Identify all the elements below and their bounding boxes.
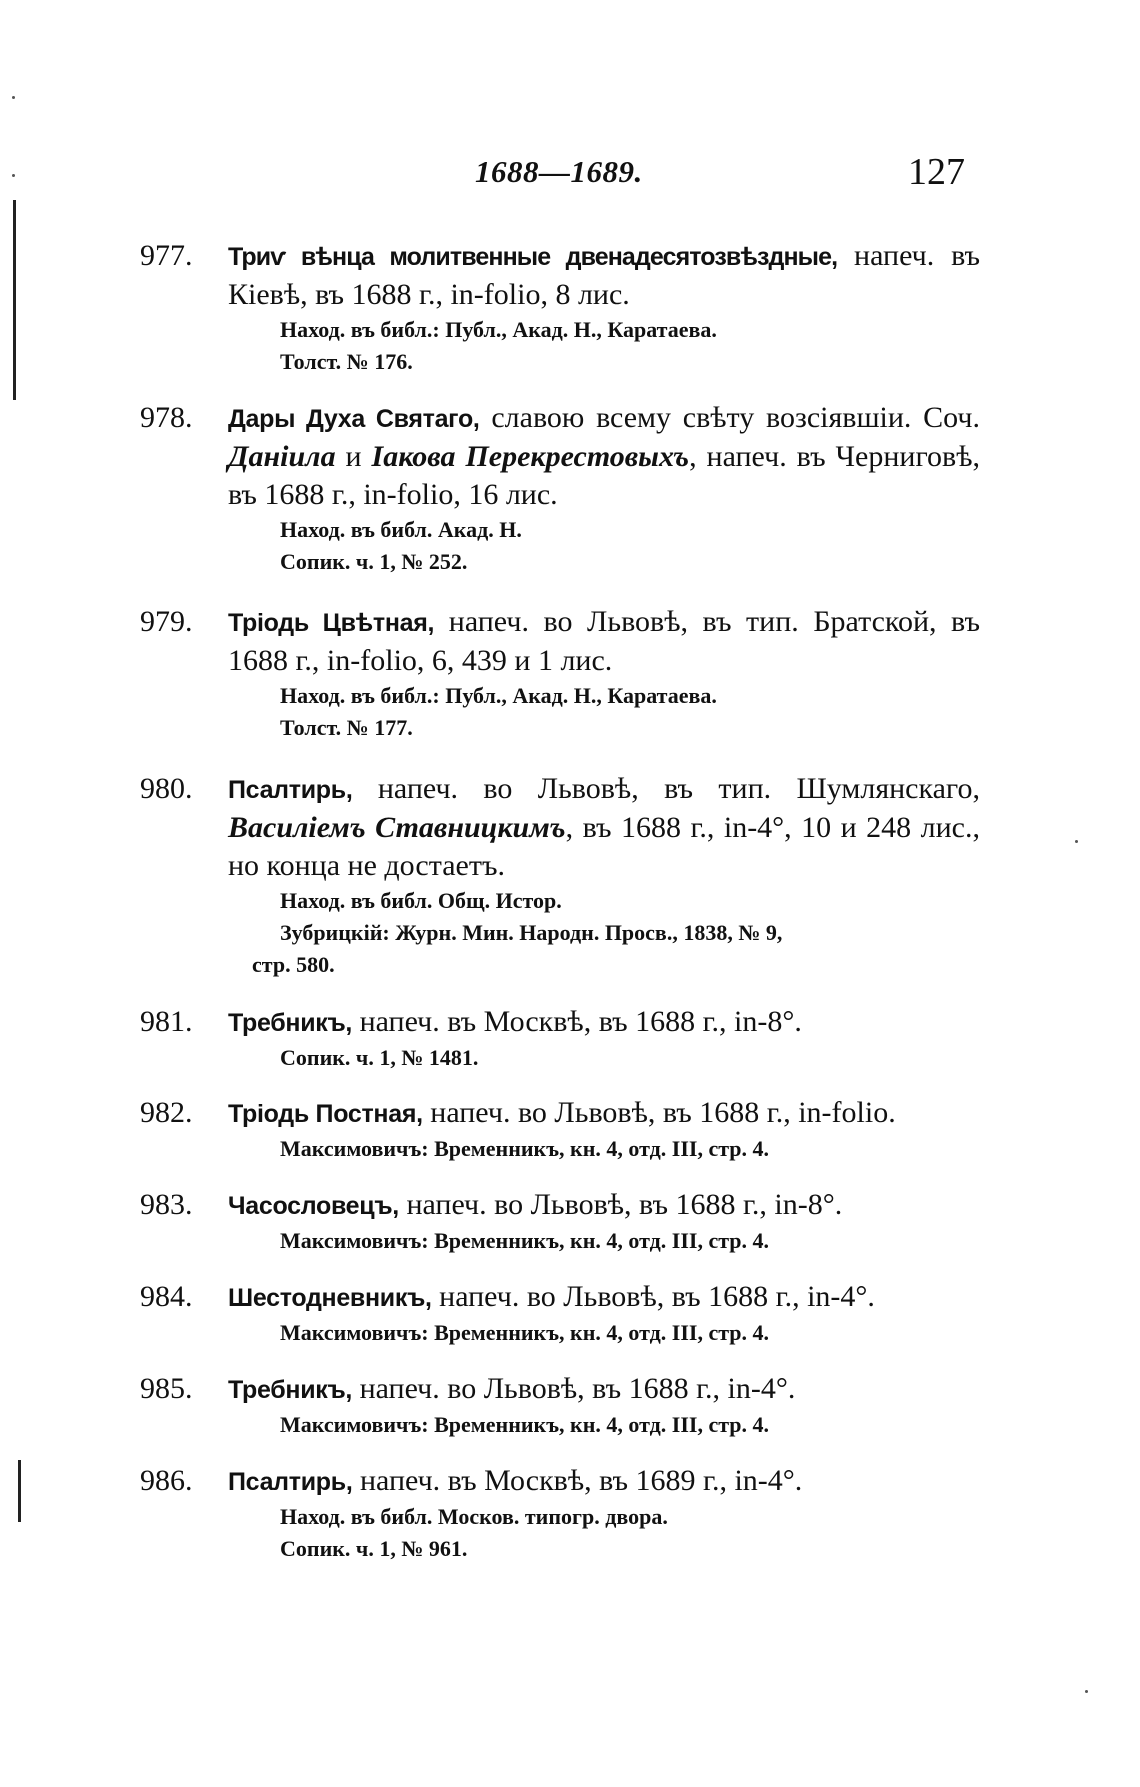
entry-description: , въ 1688 г., in-4°, 10 и 248 лис., но конца не достаетъ. bbox=[228, 811, 980, 882]
entry-description: напеч. во Львовѣ, въ 1688 г., in-folio. bbox=[422, 1096, 896, 1129]
entry-body bbox=[228, 1094, 980, 1165]
entry-notes bbox=[280, 1225, 980, 1257]
entry-notes bbox=[280, 1501, 980, 1565]
entry-body bbox=[228, 1370, 980, 1441]
entry-body bbox=[228, 770, 980, 981]
entry-title: Псалтирь, bbox=[228, 776, 353, 804]
entry-notes bbox=[252, 885, 980, 981]
entry-title: Требникъ, bbox=[228, 1376, 353, 1404]
note-line: Сопик. ч. 1, № 961. bbox=[280, 1536, 468, 1561]
entry-body bbox=[228, 1462, 980, 1565]
entry-number: 977. bbox=[140, 239, 193, 272]
entry-description: напеч. во Львовѣ, въ тип. Шумлянскаго, bbox=[352, 772, 980, 805]
entry-title: Требникъ, bbox=[228, 1009, 353, 1037]
note-line: Максимовичъ: Временникъ, кн. 4, отд. III, стр. 4. bbox=[280, 1412, 770, 1437]
entry-description: , напеч. въ Черниговѣ, въ 1688 г., in-folio, 16 лис. bbox=[228, 440, 980, 511]
note-line: Сопик. ч. 1, № 1481. bbox=[280, 1045, 479, 1070]
entry-notes bbox=[280, 1317, 980, 1349]
entry-notes bbox=[280, 1133, 980, 1165]
entry-description: напеч. въ Кіевѣ, въ 1688 г., in-folio, 8 лис. bbox=[228, 239, 980, 311]
entry-description: славою всему свѣту возсіявшіи. Соч. bbox=[479, 401, 980, 434]
entry-number: 981. bbox=[140, 1005, 193, 1038]
entry-description: напеч. во Львовѣ, въ 1688 г., in-8°. bbox=[398, 1188, 843, 1221]
entry-body bbox=[228, 399, 980, 578]
entry-body bbox=[228, 603, 980, 744]
entry-description: напеч. въ Москвѣ, въ 1689 г., in-4°. bbox=[352, 1464, 803, 1497]
entry-description: напеч. во Львовѣ, въ тип. Братской, въ 1688 г., in-folio, 6, 439 и 1 лис. bbox=[228, 605, 980, 677]
entry-number: 979. bbox=[140, 605, 193, 638]
entry-notes bbox=[280, 514, 980, 578]
entry-title: Псалтирь, bbox=[228, 1468, 353, 1496]
entry-title: Часословецъ, bbox=[228, 1192, 399, 1220]
entry-body bbox=[228, 1186, 980, 1257]
note-line: стр. 580. bbox=[252, 952, 335, 977]
entry-description: напеч. въ Москвѣ, въ 1688 г., in-8°. bbox=[352, 1005, 802, 1038]
running-head-title: 1688—1689. bbox=[475, 154, 643, 189]
entry-notes bbox=[280, 1042, 980, 1074]
entry-body bbox=[228, 1278, 980, 1349]
entry-number: 983. bbox=[140, 1188, 193, 1221]
entry-number: 980. bbox=[140, 772, 193, 805]
note-line: Максимовичъ: Временникъ, кн. 4, отд. III, стр. 4. bbox=[280, 1136, 770, 1161]
entry-body bbox=[228, 1003, 980, 1074]
note-line: Наход. въ библ. Акад. Н. bbox=[280, 517, 522, 542]
note-line: Сопик. ч. 1, № 252. bbox=[280, 549, 468, 574]
entry-number: 984. bbox=[140, 1280, 193, 1313]
page-number: 127 bbox=[908, 151, 965, 193]
entry-title: Триѵ вѣнца молитвенные двенадесятозвѣздные, bbox=[228, 243, 838, 271]
note-line: Наход. въ библ. Москов. типогр. двора. bbox=[280, 1504, 668, 1529]
entry-description: напеч. во Львовѣ, въ 1688 г., in-4°. bbox=[352, 1372, 796, 1405]
note-line: Наход. въ библ.: Публ., Акад. Н., Каратаева. bbox=[280, 683, 717, 708]
note-line: Наход. въ библ.: Публ., Акад. Н., Каратаева. bbox=[280, 317, 717, 342]
note-line: Наход. въ библ. Общ. Истор. bbox=[280, 888, 562, 913]
entry-notes bbox=[280, 314, 980, 378]
entry-number: 982. bbox=[140, 1096, 193, 1129]
note-line: Зубрицкій: Журн. Мин. Народн. Просв., 1838, № 9, bbox=[280, 920, 783, 945]
entry-body bbox=[228, 237, 980, 378]
entry-notes bbox=[280, 680, 980, 744]
author-name: Данiила bbox=[228, 440, 336, 473]
note-line: Максимовичъ: Временникъ, кн. 4, отд. III, стр. 4. bbox=[280, 1320, 770, 1345]
entry-description: и bbox=[335, 440, 372, 473]
note-line: Толст. № 176. bbox=[280, 349, 413, 374]
note-line: Максимовичъ: Временникъ, кн. 4, отд. III, стр. 4. bbox=[280, 1228, 770, 1253]
author-name: Василіемъ Ставницкимъ bbox=[228, 811, 566, 844]
entry-number: 978. bbox=[140, 401, 193, 434]
entry-number: 986. bbox=[140, 1464, 193, 1497]
entry-number: 985. bbox=[140, 1372, 193, 1405]
entry-title: Тріодь Постная, bbox=[228, 1100, 423, 1128]
note-line: Толст. № 177. bbox=[280, 715, 413, 740]
entry-title: Дары Духа Святаго, bbox=[228, 405, 480, 433]
entry-notes bbox=[280, 1409, 980, 1441]
entry-description: напеч. во Львовѣ, въ 1688 г., in-4°. bbox=[431, 1280, 875, 1313]
entry-title: Шестодневникъ, bbox=[228, 1284, 432, 1312]
author-name: Iакова Перекрестовыхъ bbox=[371, 440, 690, 473]
entry-title: Тріодь Цвѣтная, bbox=[228, 609, 435, 637]
